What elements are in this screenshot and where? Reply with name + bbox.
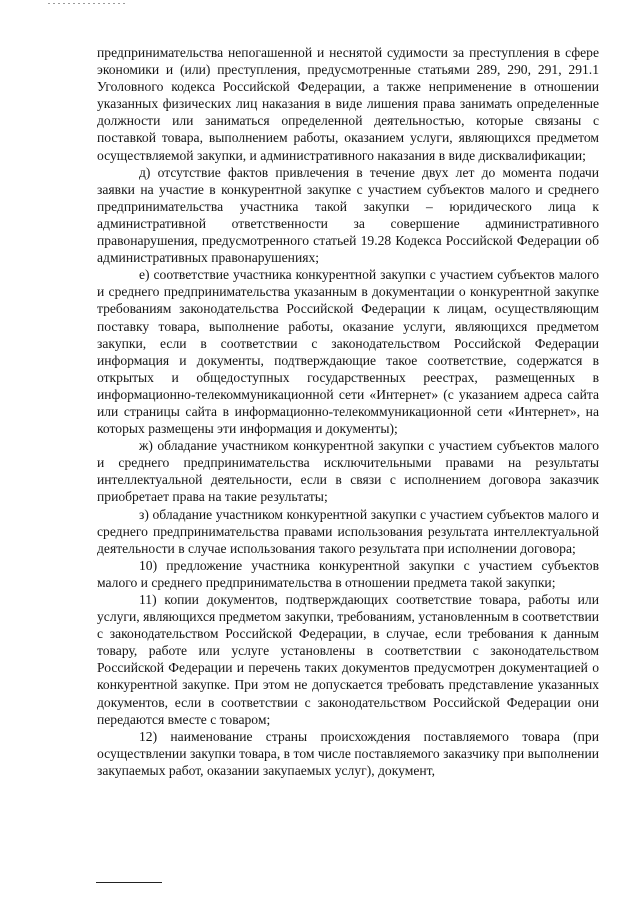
paragraph-item-10: 10) предложение участника конкурентной закупки с участием субъектов малого и среднего предпринимательства в отношении предмета такой закупки; <box>97 557 599 590</box>
document-body <box>97 44 599 779</box>
footer-rule <box>96 882 162 883</box>
paragraph-continuation: предпринимательства непогашенной и неснятой судимости за преступления в сфере экономики и (или) преступления, предусмотренные статьями 289, 290, 291, 291.1 Уголовного кодекса Российской Федерации, а также неприменение в отношении указанных физических лиц наказания в виде лишения права занимать определенные должности или заниматься определенной деятельностью, которые связаны с поставкой товара, выполнением работы, оказанием услуги, являющихся предметом осуществляемой закупки, и административного наказания в виде дисквалификации; <box>97 45 599 163</box>
paragraph-item-12: 12) наименование страны происхождения поставляемого товара (при осуществлении закупки товара, в том числе поставляемого заказчику при выполнении закупаемых работ, оказании закупаемых услуг), документ, <box>97 728 599 778</box>
paragraph-item-e: е) соответствие участника конкурентной закупки с участием субъектов малого и среднего предпринимательства указанным в документации о конкурентной закупке требованиям законодательства Российской Федерации к лицам, осуществляющим поставку товара, выполнение работы, оказание услуги, являющихся предметом закупки, если в соответствии с законодательством Российской Федерации информация и документы, подтверждающие такое соответствие, содержатся в открытых и общедоступных государственных реестрах, размещенных в информационно-телекоммуникационной сети «Интернет» (с указанием адреса сайта или страницы сайта в информационно-телекоммуникационной сети «Интернет», на которых размещены эти информация и документы); <box>97 267 599 437</box>
paragraph-item-d: д) отсутствие фактов привлечения в течение двух лет до момента подачи заявки на участие в конкурентной закупке с участием субъектов малого и среднего предпринимательства участника такой закупки – юридического лица к административной ответственности за совершение административного правонарушения, предусмотренного статьей 19.28 Кодекса Российской Федерации об административных правонарушениях; <box>97 164 599 266</box>
scan-mark <box>48 2 128 5</box>
paragraph-item-zh: ж) обладание участником конкурентной закупки с участием субъектов малого и среднего предпринимательства исключительными правами на результаты интеллектуальной деятельности, если в связи с исполнением договора заказчик приобретает права на такие результаты; <box>97 438 599 505</box>
paragraph-item-11: 11) копии документов, подтверждающих соответствие товара, работы или услуги, являющихся предметом закупки, требованиям, установленным в соответствии с законодательством Российской Федерации, в случае, если требования к данным товару, работе или услуге установлены в соответствии с законодательством Российской Федерации и перечень таких документов предусмотрен документацией о конкурентной закупке. При этом не допускается требовать представление указанных документов, если в соответствии с законодательством Российской Федерации они передаются вместе с товаром; <box>97 592 599 727</box>
paragraph-item-z: з) обладание участником конкурентной закупки с участием субъектов малого и среднего предпринимательства правами использования результата интеллектуальной деятельности в случае использования такого результата при исполнении договора; <box>97 506 599 556</box>
